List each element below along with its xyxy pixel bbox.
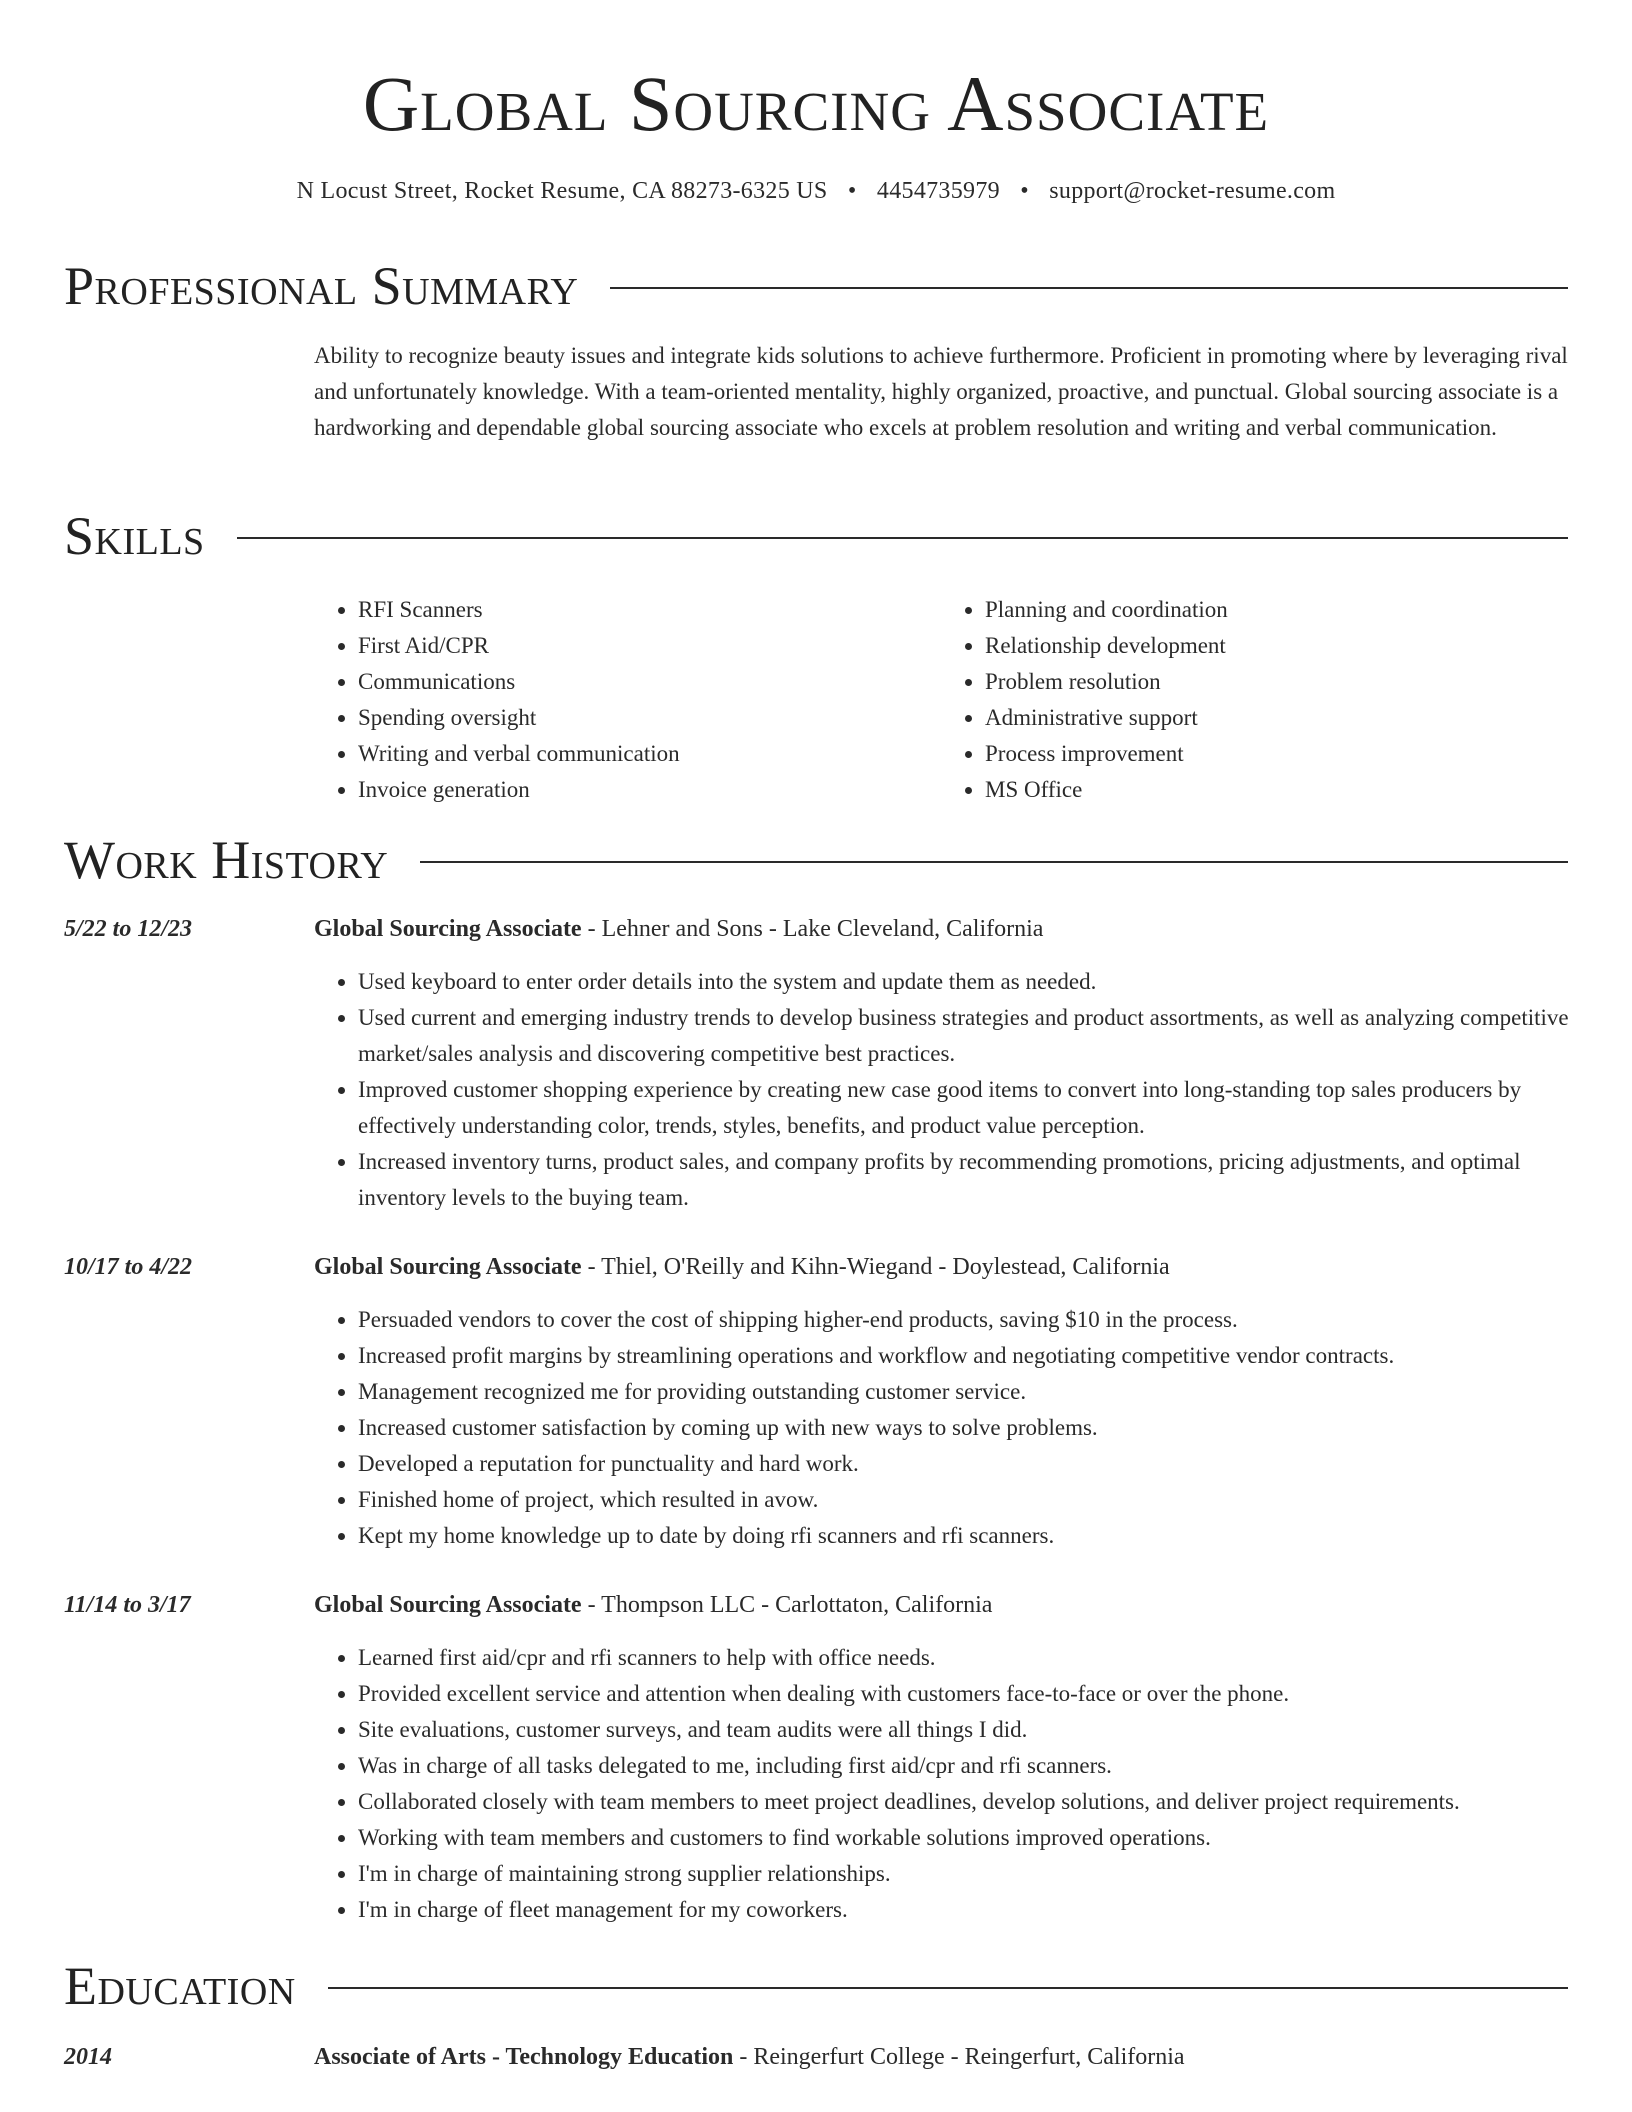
skill-item: • Process improvement — [985, 736, 1568, 772]
summary-text: Ability to recognize beauty issues and integrate kids solutions to achieve furthermore. Proficient in promoting where by leveraging rival and unfortunately knowledge. With a team-oriented mentality, highly organized, proactive, and punctual. Global sourcing associate is a hardworking and dependable global sourcing associate who excels at problem resolution and writing and verbal communication. — [314, 343, 1568, 440]
job-bullet: • Increased inventory turns, product sales, and company profits by recommending promotions, pricing adjustments, and optimal inventory levels to the buying team. — [358, 1144, 1612, 1216]
job-bullets — [314, 1640, 1612, 1928]
education-section-title: Education — [64, 1956, 296, 2016]
contact-address: N Locust Street, Rocket Resume, CA 88273-6325 US — [296, 178, 828, 204]
skills-column-right — [941, 592, 1568, 808]
summary-section-header — [64, 250, 1568, 322]
job-bullet: • I'm in charge of fleet management for my coworkers. — [358, 1892, 1612, 1928]
job-role: Global Sourcing Associate — [314, 916, 582, 942]
education-section-header — [64, 1950, 1568, 2022]
skill-item: • Problem resolution — [985, 664, 1568, 700]
education-school: - Reingerfurt College - Reingerfurt, California — [733, 2044, 1185, 2070]
section-divider — [237, 537, 1568, 539]
job-employer: - Lehner and Sons - Lake Cleveland, California — [581, 916, 1044, 942]
contact-separator: • — [1020, 178, 1029, 204]
job-dates: 5/22 to 12/23 — [64, 916, 193, 942]
skill-item: • Spending oversight — [358, 700, 941, 736]
job-bullets — [314, 1302, 1612, 1554]
job-bullet: • Increased customer satisfaction by coming up with new ways to solve problems. — [358, 1410, 1612, 1446]
job-dates: 11/14 to 3/17 — [64, 1592, 191, 1618]
job-bullet: • Finished home of project, which resulted in avow. — [358, 1482, 1612, 1518]
job-bullet: • Working with team members and customers to find workable solutions improved operations. — [358, 1820, 1612, 1856]
job-employer: - Thiel, O'Reilly and Kihn-Wiegand - Doylestead, California — [581, 1254, 1170, 1280]
skill-item: • Writing and verbal communication — [358, 736, 941, 772]
job-heading — [314, 1250, 1568, 1284]
job-role: Global Sourcing Associate — [314, 1254, 582, 1280]
education-degree: Associate of Arts - Technology Education — [314, 2044, 734, 2070]
summary-section-title: Professional Summary — [64, 256, 579, 316]
skill-item: • Administrative support — [985, 700, 1568, 736]
job-bullet: • Persuaded vendors to cover the cost of shipping higher-end products, saving $10 in the process. — [358, 1302, 1612, 1338]
skills-section-title: Skills — [64, 506, 205, 566]
skill-item: • RFI Scanners — [358, 592, 941, 628]
education-year: 2014 — [64, 2044, 112, 2070]
job-bullet: • Developed a reputation for punctuality and hard work. — [358, 1446, 1612, 1482]
skill-item: • MS Office — [985, 772, 1568, 808]
skills-list — [314, 592, 1568, 808]
job-employer: - Thompson LLC - Carlottaton, California — [581, 1592, 993, 1618]
work-section-header — [64, 824, 1568, 896]
section-divider — [328, 1987, 1568, 1989]
job-bullet: • Learned first aid/cpr and rfi scanners to help with office needs. — [358, 1640, 1612, 1676]
job-heading — [314, 912, 1568, 946]
contact-line — [0, 174, 1632, 208]
job-role: Global Sourcing Associate — [314, 1592, 582, 1618]
skill-item: • First Aid/CPR — [358, 628, 941, 664]
job-heading — [314, 1588, 1568, 1622]
contact-email: support@rocket-resume.com — [1049, 178, 1336, 204]
job-bullets — [314, 964, 1612, 1216]
job-bullet: • Increased profit margins by streamlining operations and workflow and negotiating competitive vendor contracts. — [358, 1338, 1612, 1374]
job-bullet: • Was in charge of all tasks delegated to me, including first aid/cpr and rfi scanners. — [358, 1748, 1612, 1784]
job-dates: 10/17 to 4/22 — [64, 1254, 193, 1280]
job-bullet: • Improved customer shopping experience by creating new case good items to convert into long-standing top sales producers by effectively understanding color, trends, styles, benefits, and product value perception. — [358, 1072, 1612, 1144]
skill-item: • Communications — [358, 664, 941, 700]
skills-column-left — [314, 592, 941, 808]
job-bullet: • Site evaluations, customer surveys, and team audits were all things I did. — [358, 1712, 1612, 1748]
job-bullet: • Provided excellent service and attention when dealing with customers face-to-face or over the phone. — [358, 1676, 1612, 1712]
education-heading — [314, 2040, 1568, 2074]
skill-item: • Invoice generation — [358, 772, 941, 808]
resume-name: Global Sourcing Associate — [362, 60, 1270, 147]
skill-item: • Planning and coordination — [985, 592, 1568, 628]
job-bullet: • Used current and emerging industry trends to develop business strategies and product assortments, as well as analyzing competitive market/sales analysis and discovering competitive best practices. — [358, 1000, 1612, 1072]
skills-section-header — [64, 500, 1568, 572]
job-bullet: • Collaborated closely with team members to meet project deadlines, develop solutions, and deliver project requirements. — [358, 1784, 1612, 1820]
job-bullet: • Management recognized me for providing outstanding customer service. — [358, 1374, 1612, 1410]
section-divider — [420, 861, 1568, 863]
work-section-title: Work History — [64, 830, 389, 890]
job-bullet: • I'm in charge of maintaining strong supplier relationships. — [358, 1856, 1612, 1892]
section-divider — [610, 287, 1568, 289]
contact-separator: • — [847, 178, 857, 204]
skill-item: • Relationship development — [985, 628, 1568, 664]
contact-phone: 4454735979 — [876, 178, 1000, 204]
job-bullet: • Kept my home knowledge up to date by doing rfi scanners and rfi scanners. — [358, 1518, 1612, 1554]
job-bullet: • Used keyboard to enter order details into the system and update them as needed. — [358, 964, 1612, 1000]
